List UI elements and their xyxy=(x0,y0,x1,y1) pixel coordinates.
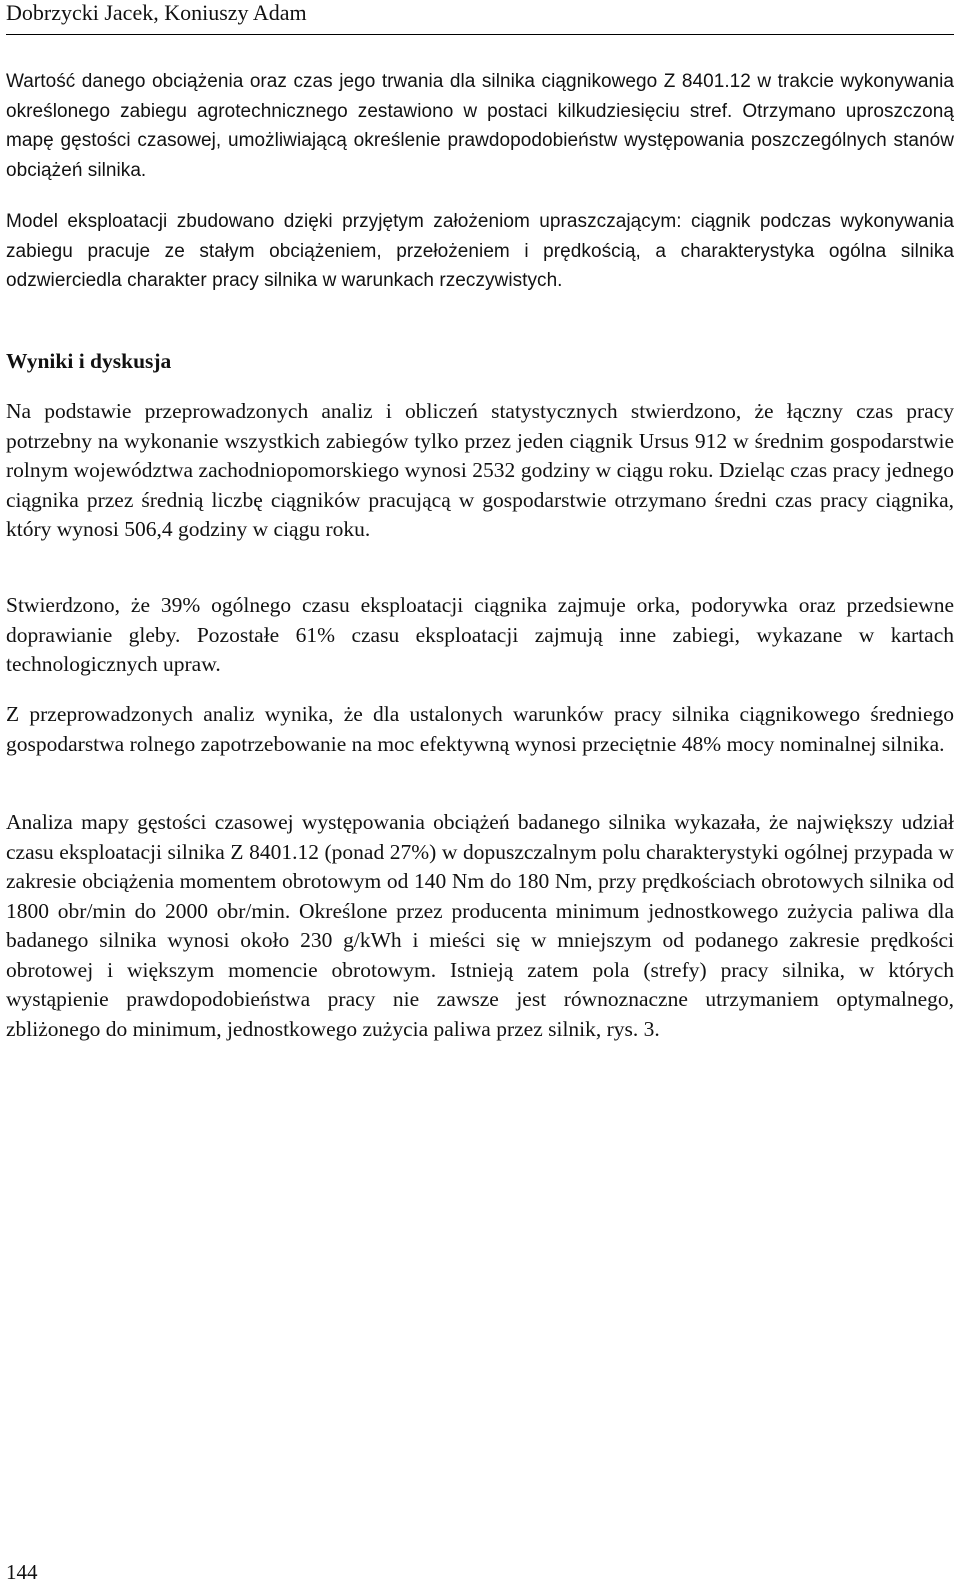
paragraph-operation-share: Stwierdzono, że 39% ogólnego czasu eksploatacji ciągnika zajmuje orka, podorywka oraz przedsiewne doprawianie gleby. Pozostałe 61% czasu eksploatacji zajmują inne zabiegi, wykazane w kartach technologicznych upraw. xyxy=(6,593,954,676)
paragraph-working-time: Na podstawie przeprowadzonych analiz i obliczeń statystycznych stwierdzono, że łączny czas pracy potrzebny na wykonanie wszystkich zabiegów tylko przez jeden ciągnik Ursus 912 w średnim gospodarstwie rolnym województwa zachodniopomorskiego wynosi 2532 godziny w ciągu roku. Dzieląc czas pracy jednego ciągnika przez średnią liczbę ciągników pracującą w gospodarstwie otrzymano średni czas pracy ciągnika, który wynosi 506,4 godziny w ciągu roku. xyxy=(6,399,954,541)
section-heading-results: Wyniki i dyskusja xyxy=(6,349,172,373)
paragraph-density-map-analysis: Analiza mapy gęstości czasowej występowania obciążeń badanego silnika wykazała, że największy udział czasu eksploatacji silnika Z 8401.12 (ponad 27%) w dopuszczalnym polu charakterystyki ogólnej przypada w zakresie obciążenia momentem obrotowym od 140 Nm do 180 Nm, przy prędkościach obrotowych silnika od 1800 obr/min do 2000 obr/min. Określone przez producenta minimum jednostkowego zużycia paliwa dla badanego silnika wynosi około 230 g/kWh i mieści się w mniejszym od podanego zakresie prędkości obrotowej i większym momencie obrotowym. Istnieją zatem pola (strefy) pracy silnika, w których wystąpienie prawdopodobieństwa pracy nie zawsze jest równoznaczne utrzymaniem optymalnego, zbliżonego do minimum, jednostkowego zużycia paliwa przez silnik, rys. 3. xyxy=(6,810,954,1041)
running-header-authors: Dobrzycki Jacek, Koniuszy Adam xyxy=(6,0,954,35)
paragraph-load-map: Wartość danego obciążenia oraz czas jego trwania dla silnika ciągnikowego Z 8401.12 w trakcie wykonywania określonego zabiegu agrotechnicznego zestawiono w postaci kilkudziesięciu stref. Otrzymano uproszczoną mapę gęstości czasowej, umożliwiającą określenie prawdopodobieństw występowania poszczególnych stanów obciążeń silnika. xyxy=(6,71,954,181)
document-page xyxy=(6,0,954,1593)
page-number: 144 xyxy=(6,1560,38,1584)
paragraph-operation-model: Model eksploatacji zbudowano dzięki przyjętym założeniom upraszczającym: ciągnik podczas wykonywania zabiegu pracuje ze stałym obciążeniem, przełożeniem i prędkością, a charakterystyka ogólna silnika odzwierciedla charakter pracy silnika w warunkach rzeczywistych. xyxy=(6,211,954,291)
paragraph-power-demand: Z przeprowadzonych analiz wynika, że dla ustalonych warunków pracy silnika ciągnikowego średniego gospodarstwa rolnego zapotrzebowanie na moc efektywną wynosi przeciętnie 48% mocy nominalnej silnika. xyxy=(6,702,954,756)
